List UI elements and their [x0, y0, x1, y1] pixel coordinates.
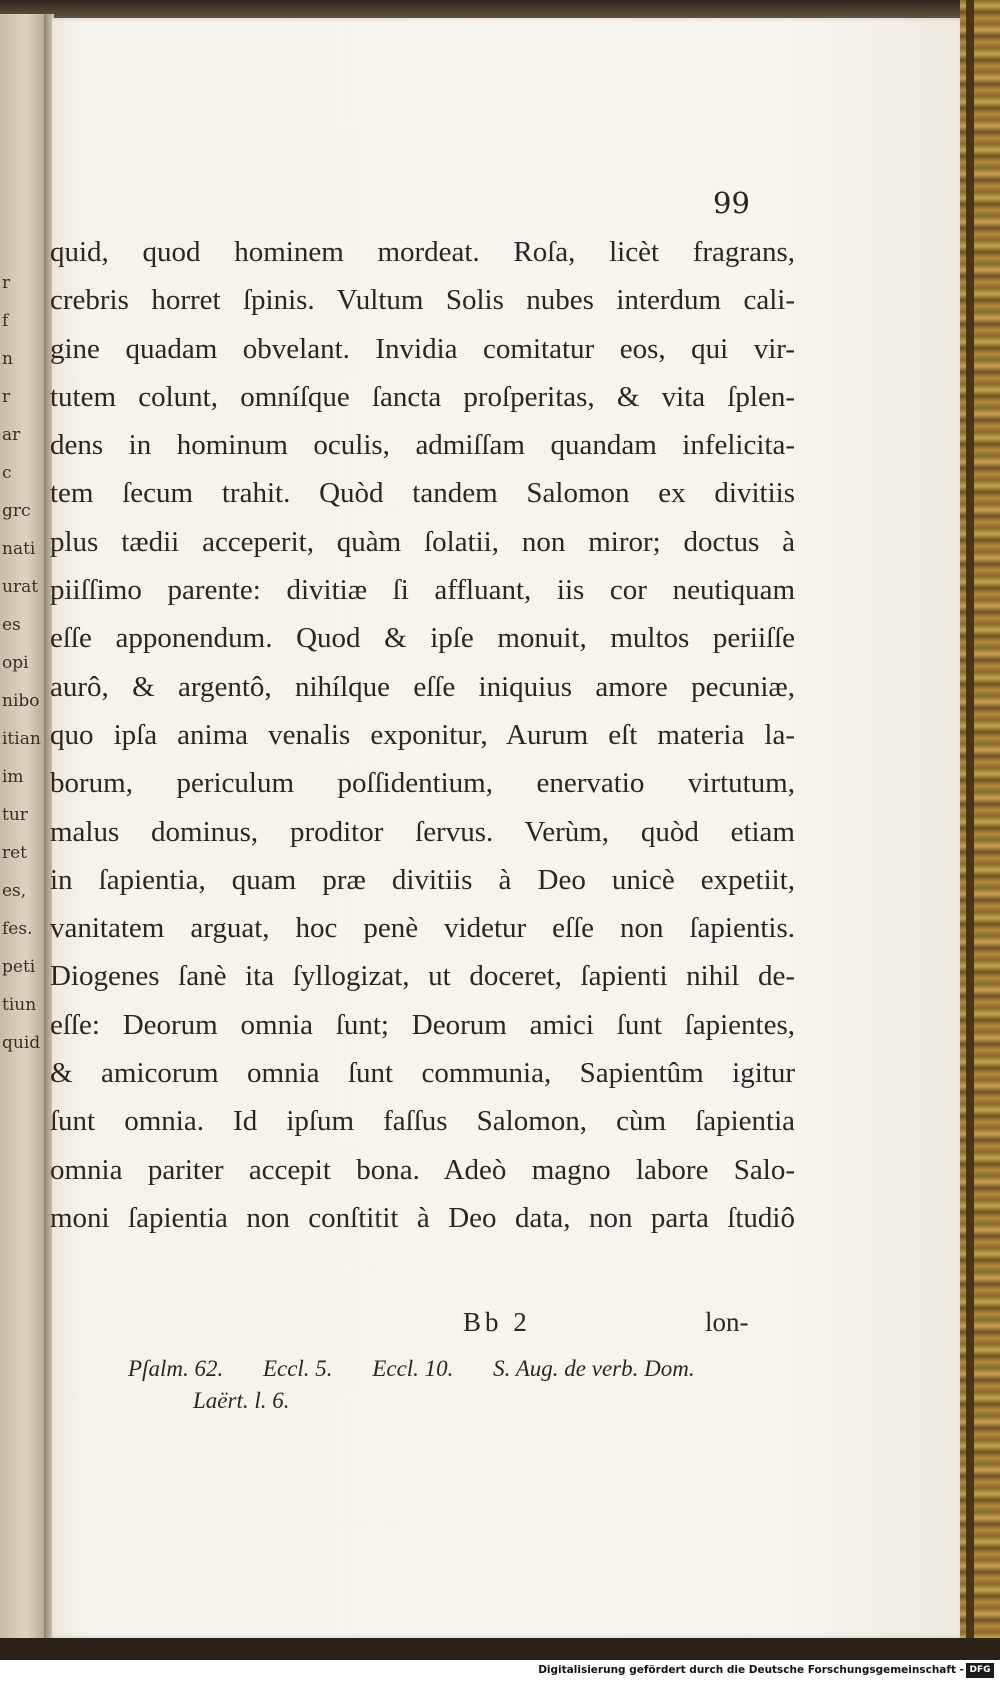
- footer-credit: Digitalisierung gefördert durch die Deutsche Forschungsgemeinschaft -: [538, 1664, 964, 1676]
- text-line: tem ſecum trahit. Quòd tandem Salomon ex divitiis: [50, 477, 795, 510]
- footnote-line-2: Laërt. l. 6.: [193, 1388, 290, 1413]
- book-top-edge: [0, 0, 1000, 20]
- footnote-ref: S. Aug. de verb. Dom.: [493, 1356, 695, 1381]
- text-line: malus dominus, proditor ſervus. Verùm, quòd etiam: [50, 815, 795, 848]
- text-line: tutem colunt, omníſque ſancta proſperitas, & vita ſplen-: [50, 380, 795, 413]
- scan-bottom-strip: [0, 1638, 1000, 1660]
- left-page-fragments: r f n r ar c grc nati urat es opi nibo itian im tur ret es, fes. peti tiun quid: [2, 273, 41, 1053]
- signature-mark: Bb 2: [463, 1307, 531, 1337]
- footnote-ref: Eccl. 5.: [262, 1356, 333, 1381]
- dfg-logo: DFG: [966, 1663, 994, 1678]
- text-line: eſſe: Deorum omnia ſunt; Deorum amici ſunt ſapientes,: [50, 1008, 795, 1041]
- text-line: in ſapientia, quam præ divitiis à Deo unicè expetiit,: [50, 863, 795, 896]
- body-text: [50, 228, 795, 1242]
- text-line: Diogenes ſanè ita ſyllogizat, ut doceret, ſapienti nihil de-: [50, 960, 795, 993]
- text-line: borum, periculum poſſidentium, enervatio virtutum,: [50, 767, 795, 800]
- text-line: vanitatem arguat, hoc penè videtur eſſe non ſapientis.: [50, 912, 795, 945]
- footnote-ref: Eccl. 10.: [372, 1356, 454, 1381]
- text-line: plus tædii acceperit, quàm ſolatii, non miror; doctus à: [50, 525, 795, 558]
- text-line: gine quadam obvelant. Invidia comitatur eos, qui vir-: [50, 332, 795, 365]
- text-line: quo ipſa anima venalis exponitur, Aurum eſt materia la-: [50, 718, 795, 751]
- text-line: crebris horret ſpinis. Vultum Solis nubes interdum cali-: [50, 284, 795, 317]
- catchword: lon-: [705, 1307, 749, 1337]
- text-line: aurô, & argentô, nihílque eſſe iniquius amore pecuniæ,: [50, 670, 795, 703]
- text-line: omnia pariter accepit bona. Adeò magno labore Salo-: [50, 1153, 795, 1186]
- left-page-edge: [0, 14, 44, 1639]
- text-line: moni ſapientia non conſtitit à Deo data, non parta ſtudiô: [50, 1201, 795, 1234]
- footnote-ref: Pſalm. 62.: [128, 1356, 224, 1381]
- text-line: & amicorum omnia ſunt communia, Sapientûm igitur: [50, 1057, 795, 1090]
- page-number: 99: [713, 186, 750, 220]
- footnote-line-1: [128, 1356, 729, 1382]
- text-line: piiſſimo parente: divitiæ ſi affluant, iis cor neutiquam: [50, 574, 795, 607]
- text-line: quid, quod hominem mordeat. Roſa, licèt fragrans,: [50, 236, 795, 268]
- text-line: dens in hominum oculis, admiſſam quandam infelicita-: [50, 429, 795, 462]
- text-line: ſunt omnia. Id ipſum faſſus Salomon, cùm ſapientia: [50, 1105, 795, 1138]
- fore-edge-shadow: [966, 0, 974, 1640]
- text-line: eſſe apponendum. Quod & ipſe monuit, multos periiſſe: [50, 622, 795, 655]
